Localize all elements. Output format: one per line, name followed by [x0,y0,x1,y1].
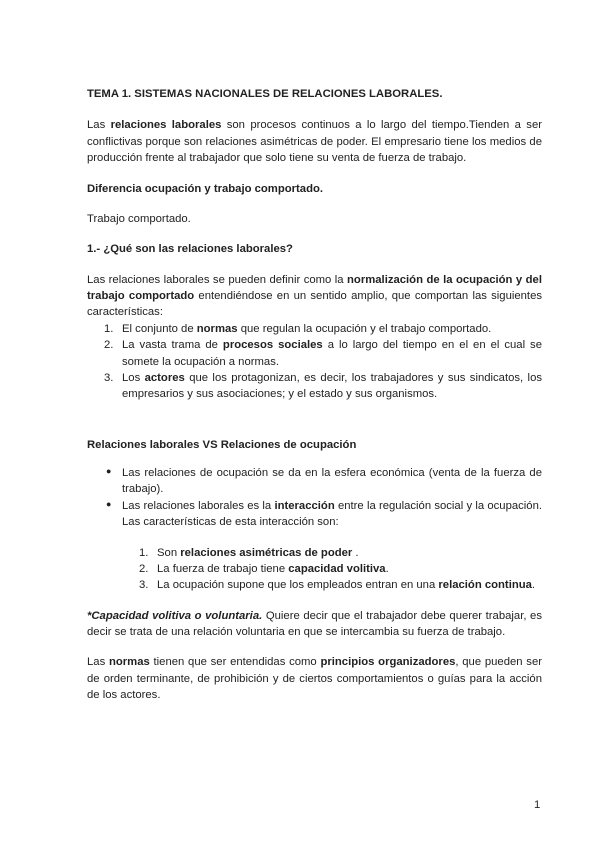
list-item: ● Las relaciones de ocupación se da en la esfera económica (venta de la fuerza de trabajo). [106,466,542,496]
heading-vs: Relaciones laborales VS Relaciones de ocupación [87,438,357,451]
list-item: 2. La vasta trama de procesos sociales a lo largo del tiempo en el en el cual se somete la ocupación a normas. [104,339,542,368]
trabajo-comportado-text: Trabajo comportado. [87,212,191,225]
list-item: 3. La ocupación supone que los empleados entran en una relación continua. [139,579,536,592]
normas-paragraph: Las normas tienen que ser entendidas como principios organizadores, que pueden ser de orden terminante, de prohibición y de ciertos comportamientos o guías para la acción de los actores. [87,656,542,702]
page-number: 1 [534,799,541,811]
list-item: ● Las relaciones laborales es la interacción entre la regulación social y la ocupación. Las características de esta interacción son: [106,498,543,529]
list-item: 2. La fuerza de trabajo tiene capacidad volitiva. [139,562,389,575]
bullet-list [87,465,542,531]
heading-question-1: 1.- ¿Qué son las relaciones laborales? [87,243,293,256]
heading-diferencia: Diferencia ocupación y trabajo comportado. [87,182,324,195]
document-page [87,86,542,704]
document-title: TEMA 1. SISTEMAS NACIONALES DE RELACIONES LABORALES. [87,88,443,100]
list-item: 1. El conjunto de normas que regulan la ocupación y el trabajo comportado. [104,322,492,335]
capacidad-paragraph: *Capacidad volitiva o voluntaria. Quiere decir que el trabajador debe querer trabajar, es decir se trata de una relación voluntaria en que se intercambia su fuerza de trabajo. [87,609,542,638]
interaction-list [87,545,542,594]
list-item: 3. Los actores que los protagonizan, es decir, los trabajadores y sus sindicatos, los empresarios y sus asociaciones; y el estado y sus organismos. [104,371,542,401]
list-item: 1. Son relaciones asimétricas de poder . [139,546,359,559]
definition-paragraph: Las relaciones laborales se pueden definir como la normalización de la ocupación y del trabajo comportado entendiéndose en un sentido amplio, que comportan las siguientes características: [87,273,542,319]
characteristics-list [87,321,542,403]
bullet-icon: ● [106,466,112,476]
intro-paragraph: Las relaciones laborales son procesos continuos a lo largo del tiempo.Tienden a ser conflictivas porque son relaciones asimétricas de poder. El empresario tiene los medios de producción frente al trabajador que solo tiene su venta de fuerza de trabajo. [87,119,542,165]
bullet-icon: ● [106,498,112,509]
